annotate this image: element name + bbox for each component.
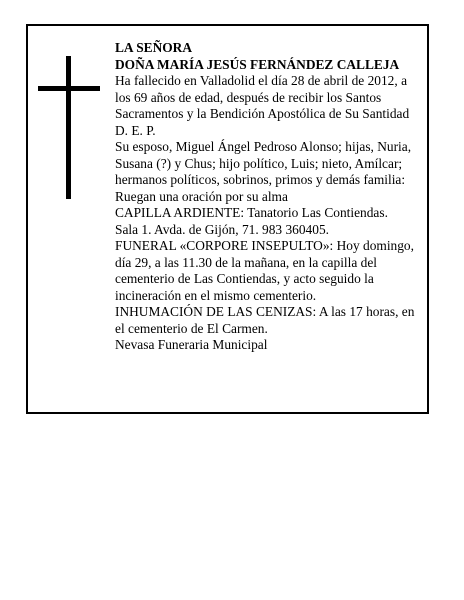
notice-text	[115, 40, 423, 354]
text-line: Sala 1. Avda. de Gijón, 71. 983 360405.	[115, 221, 329, 237]
text-line: Susana (?) y Chus; hijo político, Luis; nieto, Amílcar;	[115, 155, 403, 171]
text-line: día 29, a las 11.30 de la mañana, en la capilla del	[115, 254, 378, 270]
text-line: incineración en el mismo cementerio.	[115, 287, 317, 303]
text-line: Su esposo, Miguel Ángel Pedroso Alonso; hijas, Nuria,	[115, 139, 412, 154]
notice-title: LA SEÑORA	[115, 40, 193, 55]
text-line: Nevasa Funeraria Municipal	[115, 337, 268, 352]
text-line: Ha fallecido en Valladolid el día 28 de abril de 2012, a	[115, 73, 408, 88]
cross-icon	[38, 56, 100, 199]
text-line: INHUMACIÓN DE LAS CENIZAS: A las 17 horas, en	[115, 304, 415, 319]
text-line: FUNERAL «CORPORE INSEPULTO»: Hoy domingo,	[115, 238, 414, 253]
text-line: el cementerio de El Carmen.	[115, 320, 268, 336]
text-line: cementerio de Las Contiendas, y acto seguido la	[115, 271, 374, 286]
text-line: hermanos políticos, sobrinos, primos y demás familia:	[115, 172, 406, 187]
text-line: los 69 años de edad, después de recibir los Santos	[115, 89, 382, 105]
text-line: Ruegan una oración por su alma	[115, 188, 288, 204]
text-line: D. E. P.	[115, 122, 156, 138]
text-line: Sacramentos y la Bendición Apostólica de Su Santidad	[115, 106, 410, 121]
obituary-notice	[26, 24, 429, 414]
deceased-name: DOÑA MARÍA JESÚS FERNÁNDEZ CALLEJA	[115, 56, 400, 72]
text-line: CAPILLA ARDIENTE: Tanatorio Las Contiendas.	[115, 205, 388, 220]
cross-horizontal-bar	[38, 86, 100, 91]
cross-vertical-bar	[66, 56, 71, 199]
